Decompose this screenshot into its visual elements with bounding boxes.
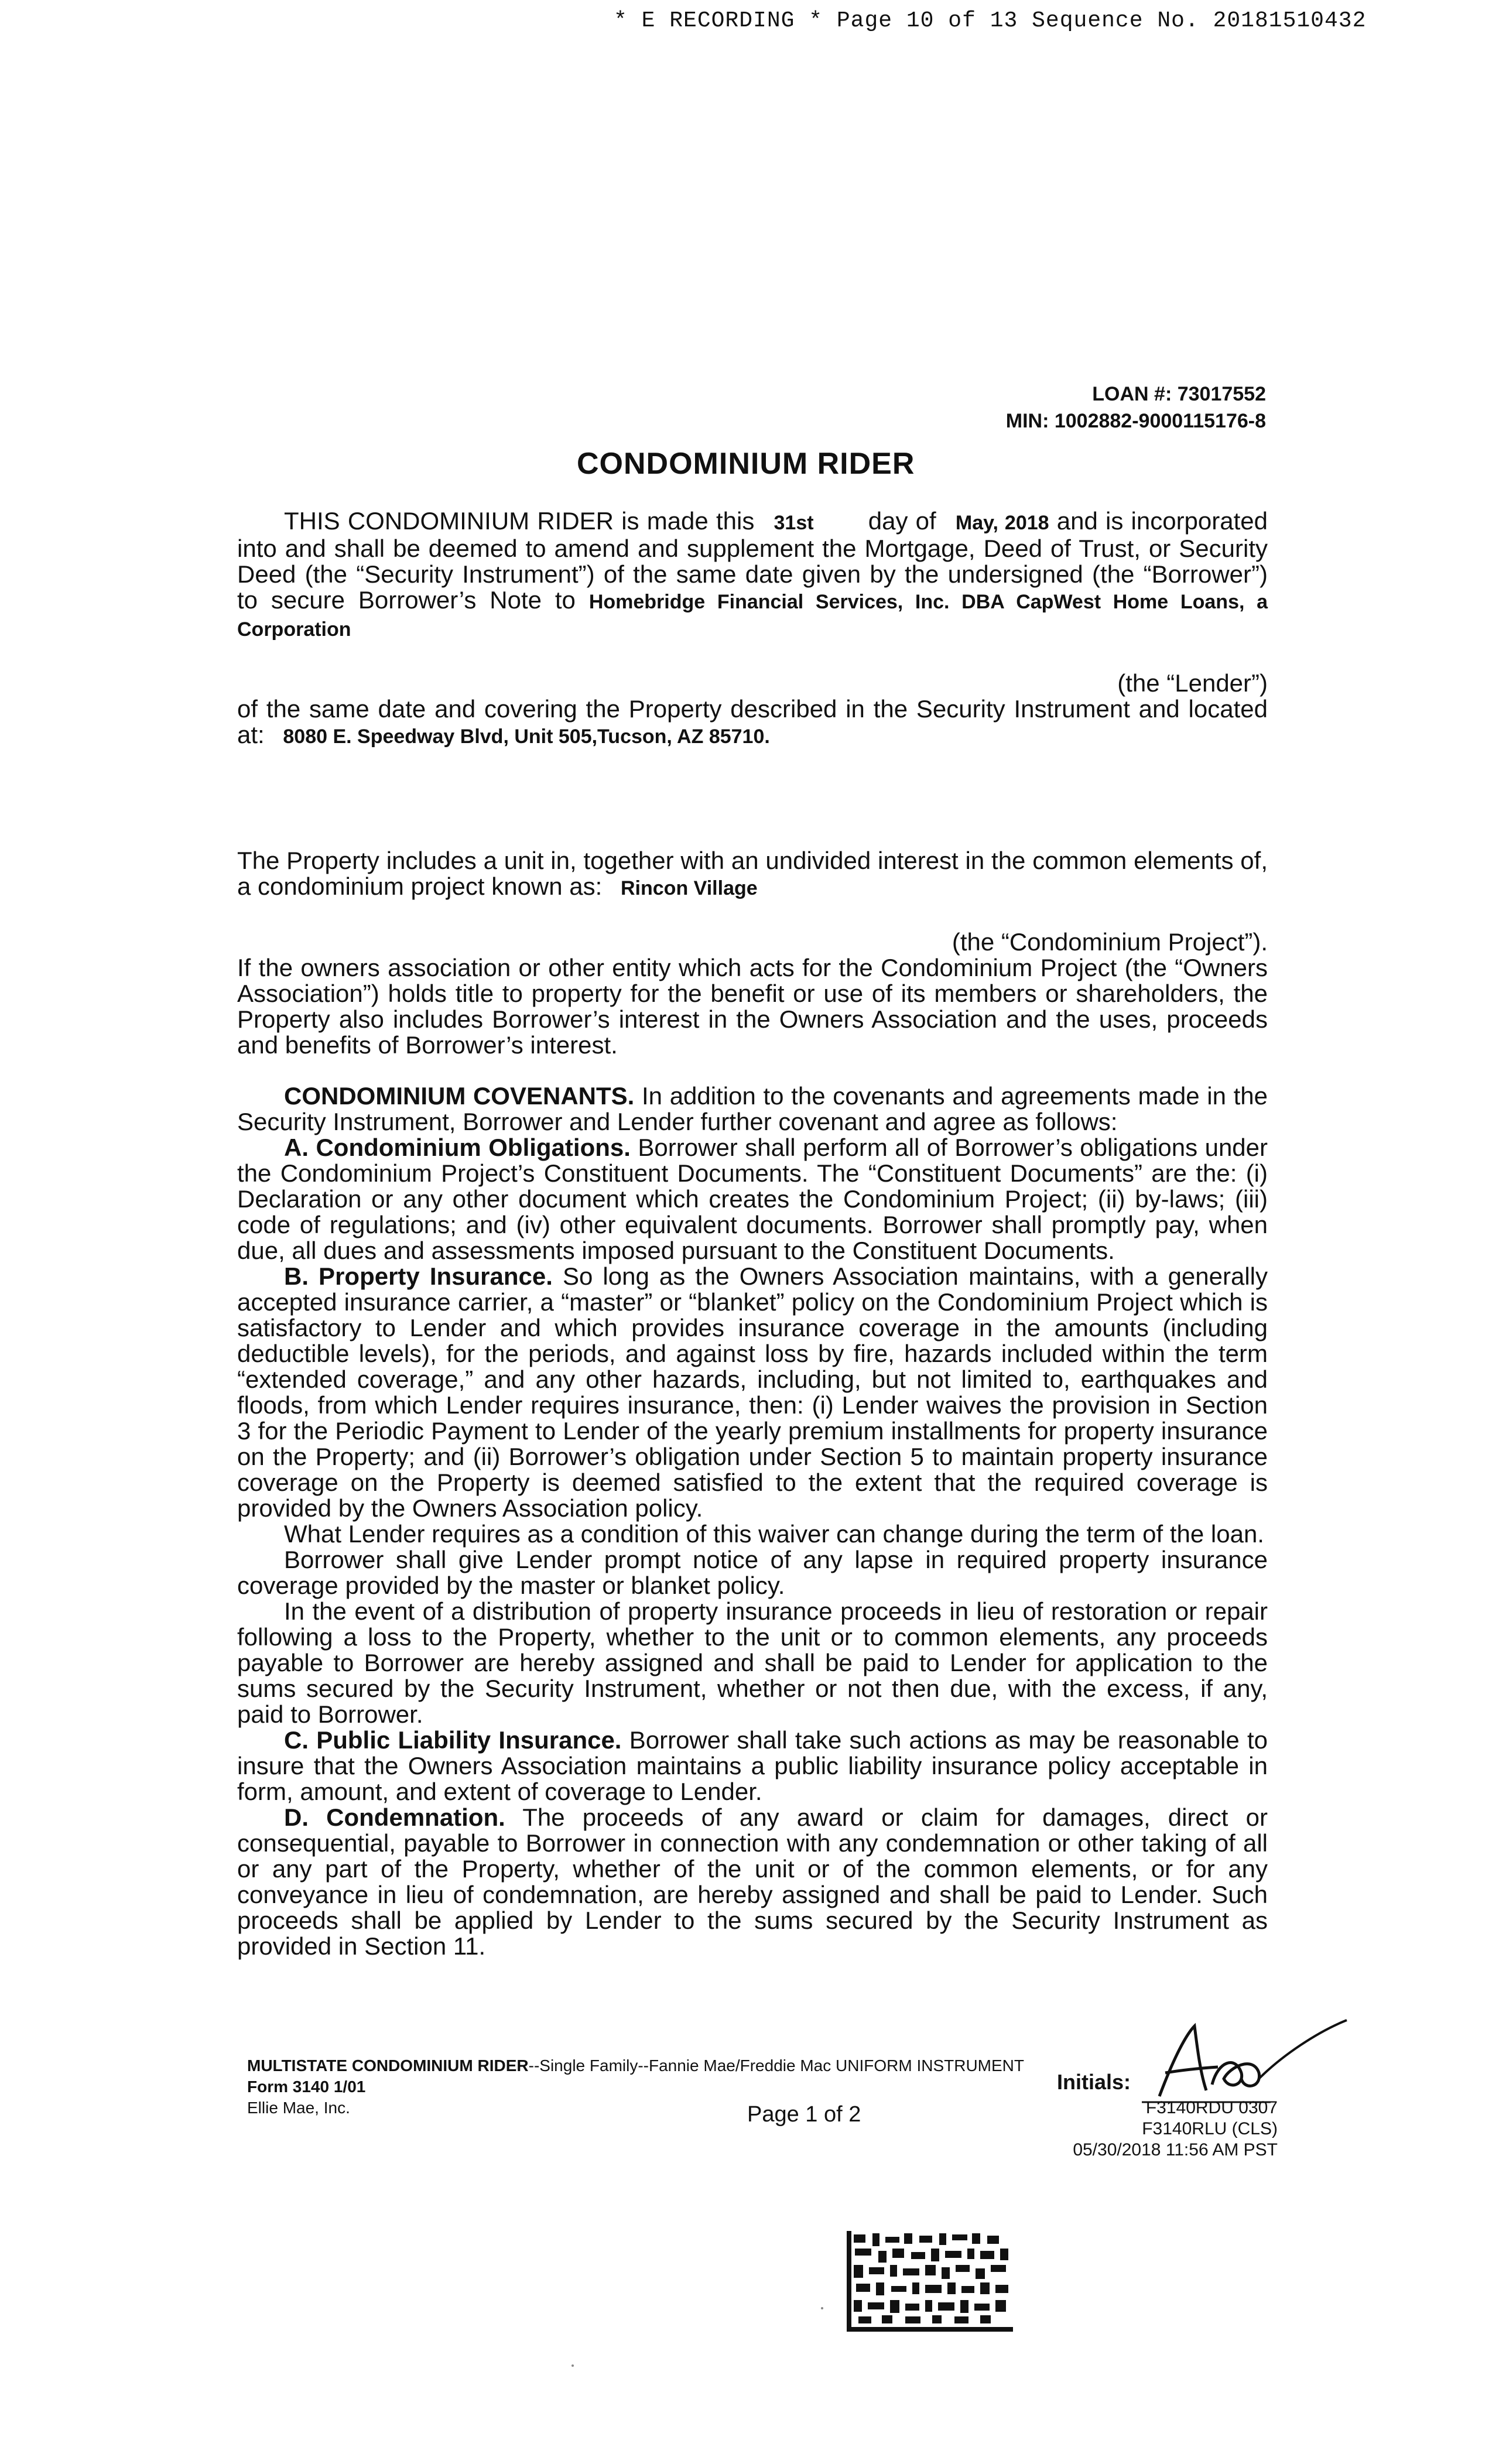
covenant-b-text-4: In the event of a distribution of property insurance proceeds in lieu of restoration or repair following a loss to the Property, whether to the unit or to common elements, any proceeds payable to Borrower are hereby assigned and shall be paid to Lender for application to the sums secured by the Security Instrument, whether or not then due, with the excess, if any, paid to Borrower. bbox=[237, 1597, 1268, 1728]
rider-day: 31st bbox=[774, 512, 814, 534]
project-paragraph bbox=[237, 848, 1268, 1058]
datamatrix-barcode bbox=[847, 2231, 1013, 2332]
project-text-b: If the owners association or other entity which acts for the Condominium Project (the “Owners Association”) holds title to property for the benefit or use of its members or shareholders, the Property also includes Borrower’s interest in the Owners Association and the uses, proceeds and benefits of Borrower’s interest. bbox=[237, 954, 1268, 1059]
form-title-bold: MULTISTATE CONDOMINIUM RIDER bbox=[247, 2056, 529, 2075]
intro-text-c: and is incorporated into and shall be deemed to amend and supplement the Mortgage, Deed of Trust, or Security Deed (the “Security Instrument”) of the same date given by the undersigned (the “Borrower”) to secure Borrower’s Note to bbox=[237, 507, 1268, 614]
covenant-d-heading: D. Condemnation. bbox=[284, 1803, 505, 1831]
vendor-name: Ellie Mae, Inc. bbox=[247, 2099, 350, 2117]
intro-paragraph bbox=[237, 508, 1268, 750]
min-number: MIN: 1002882-9000115176-8 bbox=[1005, 410, 1266, 432]
initials-signature bbox=[1142, 2014, 1353, 2108]
form-footer bbox=[247, 2055, 1024, 2119]
recording-stamp: * E RECORDING * Page 10 of 13 Sequence No. 20181510432 bbox=[614, 8, 1367, 33]
generated-timestamp: 05/30/2018 11:56 AM PST bbox=[1073, 2140, 1278, 2160]
project-text-a: The Property includes a unit in, together with an undivided interest in the common elements of, a condominium project known as: bbox=[237, 847, 1268, 900]
covenants-section bbox=[237, 1083, 1268, 1959]
page-number: Page 1 of 2 bbox=[747, 2102, 861, 2127]
project-tag: (the “Condominium Project”). bbox=[952, 928, 1268, 956]
covenant-b-text-2: What Lender requires as a condition of this waiver can change during the term of the loan. bbox=[284, 1520, 1264, 1548]
lender-name: Homebridge Financial Services, Inc. DBA CapWest Home Loans, a Corporation bbox=[237, 591, 1268, 641]
property-address: 8080 E. Speedway Blvd, Unit 505,Tucson, AZ 85710. bbox=[283, 725, 770, 748]
form-code-2: F3140RLU (CLS) bbox=[1142, 2119, 1278, 2138]
covenant-b-text-3: Borrower shall give Lender prompt notice of any lapse in required property insurance coverage provided by the master or blanket policy. bbox=[237, 1546, 1268, 1599]
loan-info bbox=[1006, 381, 1266, 434]
location-text: of the same date and covering the Property described in the Security Instrument and located at: bbox=[237, 695, 1268, 748]
rider-month-year: May, 2018 bbox=[955, 512, 1049, 534]
scan-speck bbox=[821, 2307, 823, 2309]
project-name: Rincon Village bbox=[621, 877, 758, 899]
form-number: Form 3140 1/01 bbox=[247, 2078, 366, 2096]
scan-speck bbox=[571, 2364, 574, 2367]
loan-number: LOAN #: 73017552 bbox=[1092, 383, 1266, 405]
covenants-heading: CONDOMINIUM COVENANTS. bbox=[284, 1082, 635, 1110]
form-title-rest: --Single Family--Fannie Mae/Freddie Mac UNIFORM INSTRUMENT bbox=[528, 2056, 1024, 2075]
covenant-d-text: The proceeds of any award or claim for damages, direct or consequential, payable to Borrower in connection with any condemnation or other taking of all or any part of the Property, whether of the unit or of the common elements, or for any conveyance in lieu of condemnation, are hereby assigned and shall be paid to Lender. Such proceeds shall be applied by Lender to the sums secured by the Security Instrument as provided in Section 11. bbox=[237, 1803, 1268, 1960]
covenant-a-text: Borrower shall perform all of Borrower’s obligations under the Condominium Project’s Constituent Documents. The “Constituent Documents” are the: (i) Declaration or any other document which creates the Condominium Project; (ii) by-laws; (iii) code of regulations; and (iv) other equivalent documents. Borrower shall promptly pay, when due, all dues and assessments imposed pursuant to the Constituent Documents. bbox=[237, 1134, 1268, 1264]
covenant-a-heading: A. Condominium Obligations. bbox=[284, 1134, 631, 1161]
covenant-c-text: Borrower shall take such actions as may be reasonable to insure that the Owners Association maintains a public liability insurance policy acceptable in form, amount, and extent of coverage to Lender. bbox=[237, 1726, 1268, 1805]
lender-tag: (the “Lender”) bbox=[1117, 669, 1268, 697]
form-codes bbox=[1073, 2097, 1278, 2161]
covenants-intro: In addition to the covenants and agreements made in the Security Instrument, Borrower and Lender further covenant and agree as follows: bbox=[237, 1082, 1268, 1135]
form-code-1: F3140RDU 0307 bbox=[1145, 2098, 1278, 2117]
intro-text-b: day of bbox=[868, 507, 936, 535]
initials-label: Initials: bbox=[1057, 2070, 1131, 2094]
covenant-b-heading: B. Property Insurance. bbox=[284, 1262, 553, 1290]
covenant-b-text: So long as the Owners Association maintains, with a generally accepted insurance carrier, a “master” or “blanket” policy on the Condominium Project which is satisfactory to Lender and which provides insurance coverage in the amounts (including deductible levels), for the periods, and against loss by fire, hazards included within the term “extended coverage,” and any other hazards, including, but not limited to, earthquakes and floods, from which Lender requires insurance, then: (i) Lender waives the provision in Section 3 for the Periodic Payment to Lender of the yearly premium installments for property insurance on the Property; and (ii) Borrower’s obligation under Section 5 to maintain property insurance coverage on the Property is deemed satisfied to the extent that the required coverage is provided by the Owners Association policy. bbox=[237, 1262, 1268, 1522]
covenant-c-heading: C. Public Liability Insurance. bbox=[284, 1726, 622, 1754]
intro-text-a: THIS CONDOMINIUM RIDER is made this bbox=[284, 507, 755, 535]
page-title: CONDOMINIUM RIDER bbox=[577, 447, 915, 481]
